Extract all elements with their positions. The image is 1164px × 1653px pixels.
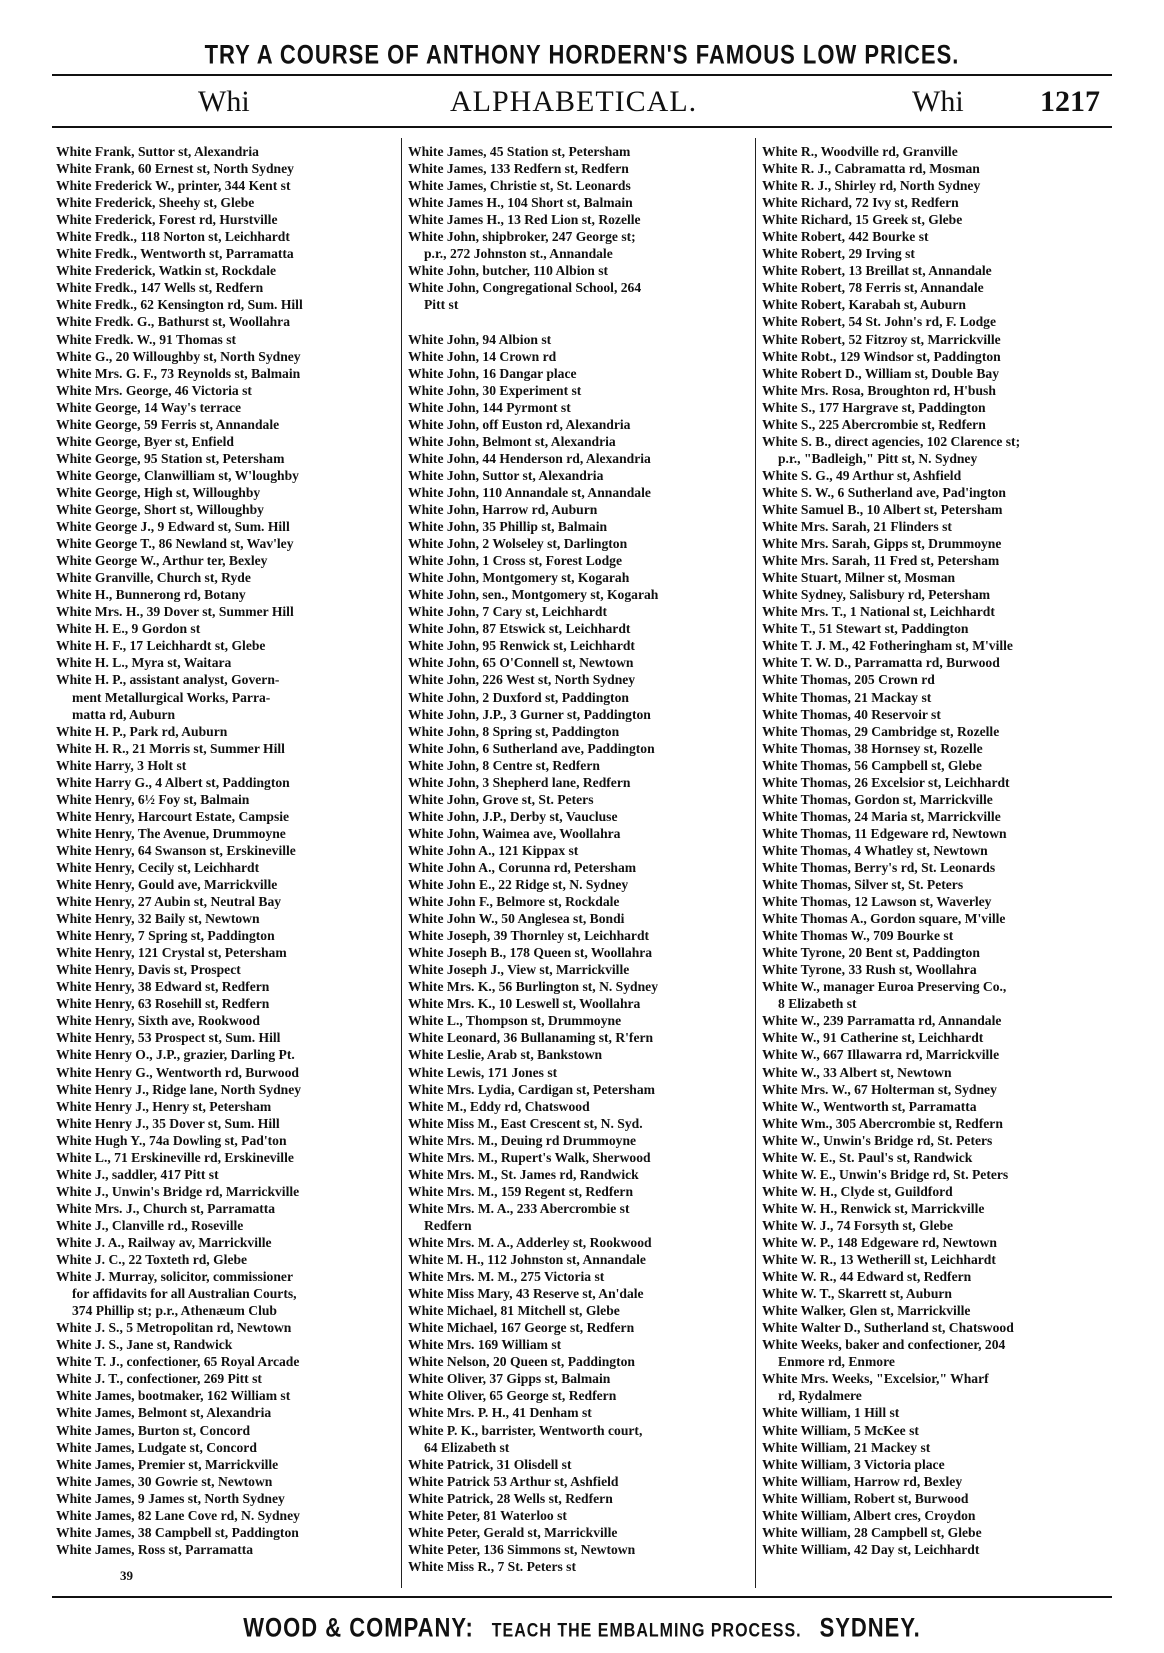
directory-column-3 bbox=[762, 143, 1102, 1558]
directory-entry: White S., 225 Abercrombie st, Redfern bbox=[762, 416, 986, 432]
directory-entry: White John, 1 Cross st, Forest Lodge bbox=[408, 553, 622, 569]
directory-entry: White George, 95 Station st, Petersham bbox=[56, 450, 285, 466]
directory-entry: White W., 91 Catherine st, Leichhardt bbox=[762, 1030, 984, 1046]
directory-entry: White Richard, 15 Greek st, Glebe bbox=[762, 212, 963, 228]
directory-entry: White Henry, 38 Edward st, Redfern bbox=[56, 979, 270, 995]
directory-entry: ment Metallurgical Works, Parra- bbox=[72, 689, 271, 705]
directory-entry: White Mrs. George, 46 Victoria st bbox=[56, 382, 252, 398]
directory-entry: White William, 42 Day st, Leichhardt bbox=[762, 1541, 980, 1557]
directory-entry: White Mrs. Sarah, 21 Flinders st bbox=[762, 519, 952, 535]
directory-entry: White P. K., barrister, Wentworth court, bbox=[408, 1422, 643, 1438]
directory-entry: White William, Robert st, Burwood bbox=[762, 1490, 969, 1506]
directory-entry: White Henry, 6½ Foy st, Balmain bbox=[56, 791, 250, 807]
directory-entry: White Joseph B., 178 Queen st, Woollahra bbox=[408, 945, 653, 961]
directory-entry: White John, J.P., 3 Gurner st, Paddington bbox=[408, 706, 651, 722]
directory-entry: White Thomas, 4 Whatley st, Newtown bbox=[762, 842, 988, 858]
directory-entry: White Mrs. H., 39 Dover st, Summer Hill bbox=[56, 604, 294, 620]
directory-entry: White T. J. M., 42 Fotheringham st, M'ville bbox=[762, 638, 1013, 654]
directory-entry: White Robt., 129 Windsor st, Paddington bbox=[762, 348, 1001, 364]
directory-entry: White Mrs. M., Deuing rd Drummoyne bbox=[408, 1132, 637, 1148]
directory-entry: White James, Premier st, Marrickville bbox=[56, 1456, 279, 1472]
directory-entry: White J., Clanville rd., Roseville bbox=[56, 1217, 244, 1233]
directory-entry: White John, 3 Shepherd lane, Redfern bbox=[408, 774, 631, 790]
directory-entry: White Mrs. P. H., 41 Denham st bbox=[408, 1405, 592, 1421]
directory-entry: White James H., 104 Short st, Balmain bbox=[408, 195, 633, 211]
directory-entry: White Leslie, Arab st, Bankstown bbox=[408, 1047, 603, 1063]
directory-entry: White Henry, Gould ave, Marrickville bbox=[56, 877, 278, 893]
directory-entry: White Mrs. M. A., Adderley st, Rookwood bbox=[408, 1235, 652, 1250]
directory-entry: White George, Clanwilliam st, W'loughby bbox=[56, 467, 299, 483]
directory-entry: White George W., Arthur ter, Bexley bbox=[56, 553, 268, 569]
directory-entry: White J. C., 22 Toxteth rd, Glebe bbox=[56, 1252, 248, 1268]
directory-entry: White Thomas, 26 Excelsior st, Leichhardt bbox=[762, 774, 1010, 790]
directory-entry: White James, 9 James st, North Sydney bbox=[56, 1490, 285, 1506]
directory-entry: White J. A., Railway av, Marrickville bbox=[56, 1235, 272, 1250]
directory-entry: White Peter, 81 Waterloo st bbox=[408, 1507, 567, 1523]
directory-entry: White Mrs. Weeks, "Excelsior," Wharf bbox=[762, 1371, 989, 1387]
directory-entry: White W. R., 13 Wetherill st, Leichhardt bbox=[762, 1252, 996, 1268]
directory-entry: White Frank, Suttor st, Alexandria bbox=[56, 144, 259, 159]
directory-entry: White H. E., 9 Gordon st bbox=[56, 621, 201, 637]
directory-column-1 bbox=[56, 143, 396, 1558]
directory-entry: White Miss Mary, 43 Reserve st, An'dale bbox=[408, 1286, 644, 1302]
directory-entry: White T. J., confectioner, 65 Royal Arcade bbox=[56, 1354, 300, 1370]
footer-rule bbox=[52, 1596, 1112, 1598]
directory-entry: White George J., 9 Edward st, Sum. Hill bbox=[56, 519, 290, 535]
directory-entry: White Fredk., 62 Kensington rd, Sum. Hill bbox=[56, 297, 303, 313]
directory-entry: White James, Ross st, Parramatta bbox=[56, 1541, 254, 1557]
directory-entry: White T., 51 Stewart st, Paddington bbox=[762, 621, 969, 637]
directory-entry: rd, Rydalmere bbox=[778, 1388, 862, 1404]
directory-entry: White Thomas, 40 Reservoir st bbox=[762, 706, 941, 722]
directory-entry: White Robert, 52 Fitzroy st, Marrickville bbox=[762, 331, 1001, 347]
directory-entry: White Nelson, 20 Queen st, Paddington bbox=[408, 1354, 635, 1370]
directory-entry: White Walker, Glen st, Marrickville bbox=[762, 1303, 971, 1319]
directory-entry: White H. P., assistant analyst, Govern- bbox=[56, 672, 280, 688]
directory-entry: White Henry, The Avenue, Drummoyne bbox=[56, 825, 286, 841]
directory-entry: White Granville, Church st, Ryde bbox=[56, 570, 251, 586]
directory-entry: White James, bootmaker, 162 William st bbox=[56, 1388, 291, 1404]
directory-entry: White James, 45 Station st, Petersham bbox=[408, 144, 631, 159]
directory-entry: White John, 7 Cary st, Leichhardt bbox=[408, 604, 608, 620]
directory-entry: White John, sen., Montgomery st, Kogarah bbox=[408, 587, 659, 603]
directory-entry: White Mrs. K., 10 Leswell st, Woollahra bbox=[408, 996, 641, 1012]
directory-entry: White Henry, 63 Rosehill st, Redfern bbox=[56, 996, 270, 1012]
directory-entry: White Henry, Harcourt Estate, Campsie bbox=[56, 808, 290, 824]
directory-entry: White Thomas, 56 Campbell st, Glebe bbox=[762, 757, 982, 773]
directory-entry: White Oliver, 37 Gipps st, Balmain bbox=[408, 1371, 611, 1387]
directory-entry: White Henry, 32 Baily st, Newtown bbox=[56, 911, 260, 927]
directory-entry: White George, High st, Willoughby bbox=[56, 484, 261, 500]
directory-entry: White John, J.P., Derby st, Vaucluse bbox=[408, 808, 618, 824]
directory-entry: White L., 71 Erskineville rd, Erskineville bbox=[56, 1149, 294, 1165]
directory-entry: White W., manager Euroa Preserving Co., bbox=[762, 979, 1007, 995]
directory-entry: White Henry J., 35 Dover st, Sum. Hill bbox=[56, 1115, 280, 1131]
directory-entry: White James, Burton st, Concord bbox=[56, 1422, 251, 1438]
directory-entry: White John, Waimea ave, Woollahra bbox=[408, 825, 621, 841]
directory-entry: White H., Bunnerong rd, Botany bbox=[56, 587, 246, 603]
directory-entry: White S. W., 6 Sutherland ave, Pad'ington bbox=[762, 484, 1006, 500]
directory-entry: White Henry, 7 Spring st, Paddington bbox=[56, 928, 275, 944]
header-rule-top bbox=[52, 74, 1112, 76]
directory-entry: White John W., 50 Anglesea st, Bondi bbox=[408, 911, 625, 927]
directory-entry: White W. J., 74 Forsyth st, Glebe bbox=[762, 1217, 954, 1233]
directory-entry: for affidavits for all Australian Courts, bbox=[72, 1286, 297, 1302]
directory-entry: White Oliver, 65 George st, Redfern bbox=[408, 1388, 617, 1404]
directory-entry: 374 Phillip st; p.r., Athenæum Club bbox=[72, 1303, 277, 1319]
directory-entry: White Mrs. M., St. James rd, Randwick bbox=[408, 1166, 639, 1182]
directory-entry: White Joseph J., View st, Marrickville bbox=[408, 962, 630, 978]
directory-entry: White John, 87 Etswick st, Leichhardt bbox=[408, 621, 631, 637]
directory-entry: Enmore rd, Enmore bbox=[778, 1354, 895, 1370]
directory-entry: White Thomas, Berry's rd, St. Leonards bbox=[762, 859, 996, 875]
directory-entry: White Robert, 29 Irving st bbox=[762, 246, 915, 262]
directory-entry: White Frederick W., printer, 344 Kent st bbox=[56, 178, 291, 194]
directory-entry: White John E., 22 Ridge st, N. Sydney bbox=[408, 877, 629, 893]
running-head-left: Whi bbox=[198, 85, 250, 118]
directory-entry: White R. J., Cabramatta rd, Mosman bbox=[762, 161, 980, 177]
directory-entry: White Mrs. 169 William st bbox=[408, 1337, 562, 1353]
directory-entry: White Thomas W., 709 Bourke st bbox=[762, 928, 954, 944]
directory-entry: White Thomas, Silver st, St. Peters bbox=[762, 877, 964, 893]
directory-entry: White Robert, 13 Breillat st, Annandale bbox=[762, 263, 992, 279]
directory-entry: White William, 21 Mackey st bbox=[762, 1439, 931, 1455]
directory-entry: White H. P., Park rd, Auburn bbox=[56, 723, 228, 739]
directory-entry: White James, Christie st, St. Leonards bbox=[408, 178, 631, 194]
directory-entry: White George, 59 Ferris st, Annandale bbox=[56, 416, 280, 432]
directory-entry: White Richard, 72 Ivy st, Redfern bbox=[762, 195, 959, 211]
directory-entry: White George, Short st, Willoughby bbox=[56, 501, 264, 517]
directory-entry: White Mrs. Sarah, 11 Fred st, Petersham bbox=[762, 553, 1000, 569]
directory-entry: White Thomas, 205 Crown rd bbox=[762, 672, 935, 688]
directory-entry bbox=[408, 313, 748, 330]
directory-entry: White Thomas A., Gordon square, M'ville bbox=[762, 911, 1006, 927]
directory-entry: White Patrick 53 Arthur st, Ashfield bbox=[408, 1473, 619, 1489]
directory-entry: White John, 35 Phillip st, Balmain bbox=[408, 519, 608, 535]
directory-entry: White Patrick, 28 Wells st, Redfern bbox=[408, 1490, 613, 1506]
directory-entry: White Henry, Davis st, Prospect bbox=[56, 962, 241, 978]
directory-entry: White J. S., Jane st, Randwick bbox=[56, 1337, 233, 1353]
directory-entry: White S. G., 49 Arthur st, Ashfield bbox=[762, 467, 962, 483]
directory-entry: White John, shipbroker, 247 George st; bbox=[408, 229, 636, 245]
directory-entry: White Henry J., Ridge lane, North Sydney bbox=[56, 1081, 302, 1097]
directory-entry: White Frederick, Watkin st, Rockdale bbox=[56, 263, 277, 279]
directory-entry: White Henry O., J.P., grazier, Darling Pt. bbox=[56, 1047, 295, 1063]
directory-entry: White Peter, 136 Simmons st, Newtown bbox=[408, 1541, 636, 1557]
directory-entry: White John, 94 Albion st bbox=[408, 331, 552, 347]
directory-entry: p.r., "Badleigh," Pitt st, N. Sydney bbox=[778, 450, 978, 466]
bottom-advertisement-banner bbox=[0, 1612, 1164, 1643]
directory-entry: White Mrs. M., 159 Regent st, Redfern bbox=[408, 1183, 634, 1199]
directory-entry: White Robert, Karabah st, Auburn bbox=[762, 297, 966, 313]
directory-entry: White John, 8 Centre st, Redfern bbox=[408, 757, 600, 773]
directory-entry: White W., 667 Illawarra rd, Marrickville bbox=[762, 1047, 1000, 1063]
directory-entry: White W., 239 Parramatta rd, Annandale bbox=[762, 1013, 1002, 1029]
page-number: 1217 bbox=[1040, 85, 1100, 118]
directory-entry: White Harry, 3 Holt st bbox=[56, 757, 187, 773]
directory-entry: White George, 14 Way's terrace bbox=[56, 399, 242, 415]
directory-entry: White Mrs. W., 67 Holterman st, Sydney bbox=[762, 1081, 997, 1097]
directory-entry: White Thomas, 24 Maria st, Marrickville bbox=[762, 808, 1001, 824]
directory-entry: White Robert, 78 Ferris st, Annandale bbox=[762, 280, 984, 296]
directory-entry: White John, 8 Spring st, Paddington bbox=[408, 723, 620, 739]
directory-entry: White Mrs. Rosa, Broughton rd, H'bush bbox=[762, 382, 996, 398]
directory-entry: White W. E., St. Paul's st, Randwick bbox=[762, 1149, 973, 1165]
directory-entry: White Henry G., Wentworth rd, Burwood bbox=[56, 1064, 299, 1080]
directory-entry: White Thomas, Gordon st, Marrickville bbox=[762, 791, 993, 807]
directory-entry: White Weeks, baker and confectioner, 204 bbox=[762, 1337, 1006, 1353]
directory-entry: White Miss M., East Crescent st, N. Syd. bbox=[408, 1115, 643, 1131]
directory-entry: White Michael, 167 George st, Redfern bbox=[408, 1320, 635, 1336]
directory-entry: White W. R., 44 Edward st, Redfern bbox=[762, 1269, 972, 1285]
directory-entry: White Robert, 54 St. John's rd, F. Lodge bbox=[762, 314, 997, 330]
directory-entry: White John, 16 Dangar place bbox=[408, 365, 577, 381]
directory-entry: White M., Eddy rd, Chatswood bbox=[408, 1098, 590, 1114]
directory-entry: White Frederick, Forest rd, Hurstville bbox=[56, 212, 278, 228]
directory-entry: White Mrs. M., Rupert's Walk, Sherwood bbox=[408, 1149, 651, 1165]
directory-entry: White Patrick, 31 Olisdell st bbox=[408, 1456, 572, 1472]
directory-entry: White John, Congregational School, 264 bbox=[408, 280, 642, 296]
directory-entry: White W. E., Unwin's Bridge rd, St. Peters bbox=[762, 1166, 1009, 1182]
directory-entry: White S. B., direct agencies, 102 Clarence st; bbox=[762, 433, 1021, 449]
directory-entry: 64 Elizabeth st bbox=[424, 1439, 510, 1455]
directory-entry: White Mrs. G. F., 73 Reynolds st, Balmain bbox=[56, 365, 301, 381]
directory-entry: White Joseph, 39 Thornley st, Leichhardt bbox=[408, 928, 650, 944]
directory-entry: White Tyrone, 33 Rush st, Woollahra bbox=[762, 962, 977, 978]
directory-entry: White John, 2 Wolseley st, Darlington bbox=[408, 536, 628, 552]
directory-entry: White William, 3 Victoria place bbox=[762, 1456, 945, 1472]
directory-entry: White Samuel B., 10 Albert st, Petersham bbox=[762, 501, 1003, 517]
directory-entry: White Robert, 442 Bourke st bbox=[762, 229, 929, 245]
directory-entry: White Mrs. Lydia, Cardigan st, Petersham bbox=[408, 1081, 655, 1097]
directory-entry: White Frank, 60 Ernest st, North Sydney bbox=[56, 161, 294, 177]
directory-entry: White Henry, 53 Prospect st, Sum. Hill bbox=[56, 1030, 281, 1046]
directory-entry: White J. S., 5 Metropolitan rd, Newtown bbox=[56, 1320, 292, 1336]
directory-entry: White William, 5 McKee st bbox=[762, 1422, 919, 1438]
directory-entry: White John A., 121 Kippax st bbox=[408, 842, 579, 858]
directory-entry: White Leonard, 36 Bullanaming st, R'fern bbox=[408, 1030, 654, 1046]
running-head-title: ALPHABETICAL. bbox=[450, 85, 698, 118]
directory-entry: White John, 226 West st, North Sydney bbox=[408, 672, 636, 688]
directory-entry: 8 Elizabeth st bbox=[778, 996, 857, 1012]
directory-entry: White John, Harrow rd, Auburn bbox=[408, 501, 598, 517]
footer-slogan: TEACH THE EMBALMING PROCESS. bbox=[491, 1620, 802, 1642]
directory-entry: White Lewis, 171 Jones st bbox=[408, 1064, 558, 1080]
signature-mark: 39 bbox=[120, 1568, 133, 1583]
directory-entry: White Thomas, 21 Mackay st bbox=[762, 689, 932, 705]
directory-entry: White G., 20 Willoughby st, North Sydney bbox=[56, 348, 301, 364]
directory-entry: White Mrs. T., 1 National st, Leichhardt bbox=[762, 604, 995, 620]
directory-entry: White W., Wentworth st, Parramatta bbox=[762, 1098, 977, 1114]
directory-entry: White William, 28 Campbell st, Glebe bbox=[762, 1524, 982, 1540]
directory-entry: White Thomas, 11 Edgeware rd, Newtown bbox=[762, 825, 1007, 841]
directory-entry: White Mrs. M. A., 233 Abercrombie st bbox=[408, 1200, 630, 1216]
directory-entry: Pitt st bbox=[424, 297, 459, 313]
directory-entry: Redfern bbox=[424, 1217, 472, 1233]
directory-entry: White R. J., Shirley rd, North Sydney bbox=[762, 178, 981, 194]
directory-entry: White William, Harrow rd, Bexley bbox=[762, 1473, 963, 1489]
directory-entry: White John A., Corunna rd, Petersham bbox=[408, 859, 637, 875]
directory-entry: White Robert D., William st, Double Bay bbox=[762, 365, 1000, 381]
directory-entry: White W., 33 Albert st, Newtown bbox=[762, 1064, 952, 1080]
directory-entry: White Walter D., Sutherland st, Chatswood bbox=[762, 1320, 1014, 1336]
directory-entry: White Peter, Gerald st, Marrickville bbox=[408, 1524, 618, 1540]
directory-entry: White T. W. D., Parramatta rd, Burwood bbox=[762, 655, 1000, 671]
column-divider-1 bbox=[401, 138, 402, 1588]
directory-entry: White John, off Euston rd, Alexandria bbox=[408, 416, 631, 432]
directory-entry: matta rd, Auburn bbox=[72, 706, 176, 722]
header-rule-bottom bbox=[52, 126, 1112, 128]
column-divider-2 bbox=[755, 138, 756, 1588]
directory-entry: White James, Ludgate st, Concord bbox=[56, 1439, 257, 1455]
directory-entry: White W., Unwin's Bridge rd, St. Peters bbox=[762, 1132, 993, 1148]
directory-entry: White William, 1 Hill st bbox=[762, 1405, 900, 1421]
directory-entry: White John, Suttor st, Alexandria bbox=[408, 467, 604, 483]
directory-entry: White Frederick, Sheehy st, Glebe bbox=[56, 195, 255, 211]
directory-entry: White Fredk. W., 91 Thomas st bbox=[56, 331, 237, 347]
directory-entry: White Mrs. J., Church st, Parramatta bbox=[56, 1200, 276, 1216]
directory-entry: White Sydney, Salisbury rd, Petersham bbox=[762, 587, 991, 603]
directory-entry: White George T., 86 Newland st, Wav'ley bbox=[56, 536, 294, 552]
directory-entry: White John, Grove st, St. Peters bbox=[408, 791, 594, 807]
directory-entry: White Fredk. G., Bathurst st, Woollahra bbox=[56, 314, 291, 330]
directory-entry: White Harry G., 4 Albert st, Paddington bbox=[56, 774, 290, 790]
directory-entry: White J. Murray, solicitor, commissioner bbox=[56, 1269, 293, 1285]
directory-entry: White Thomas, 29 Cambridge st, Rozelle bbox=[762, 723, 1000, 739]
directory-entry: White Mrs. K., 56 Burlington st, N. Sydney bbox=[408, 979, 658, 995]
directory-entry: White James, 30 Gowrie st, Newtown bbox=[56, 1473, 273, 1489]
directory-column-2 bbox=[408, 143, 748, 1575]
directory-entry: White John, 44 Henderson rd, Alexandria bbox=[408, 450, 651, 466]
directory-entry: White W. H., Clyde st, Guildford bbox=[762, 1183, 953, 1199]
running-head-right: Whi bbox=[912, 85, 964, 118]
directory-entry: White H. L., Myra st, Waitara bbox=[56, 655, 232, 671]
directory-entry: White Thomas, 38 Hornsey st, Rozelle bbox=[762, 740, 983, 756]
directory-entry: White J. T., confectioner, 269 Pitt st bbox=[56, 1371, 262, 1387]
footer-company: WOOD & COMPANY: bbox=[243, 1612, 474, 1643]
footer-city: SYDNEY. bbox=[819, 1612, 921, 1643]
directory-entry: White Henry, Cecily st, Leichhardt bbox=[56, 859, 260, 875]
directory-entry: White James, 133 Redfern st, Redfern bbox=[408, 161, 629, 177]
directory-entry: p.r., 272 Johnston st., Annandale bbox=[424, 246, 613, 262]
directory-entry: White W. H., Renwick st, Marrickville bbox=[762, 1200, 985, 1216]
directory-entry: White John F., Belmore st, Rockdale bbox=[408, 894, 620, 910]
directory-entry: White L., Thompson st, Drummoyne bbox=[408, 1013, 622, 1029]
directory-entry: White M. H., 112 Johnston st, Annandale bbox=[408, 1252, 646, 1268]
directory-entry: White Michael, 81 Mitchell st, Glebe bbox=[408, 1303, 620, 1319]
directory-entry: White Henry, 121 Crystal st, Petersham bbox=[56, 945, 287, 961]
top-advertisement-banner: TRY A COURSE OF ANTHONY HORDERN'S FAMOUS LOW PRICES. bbox=[204, 39, 960, 70]
directory-entry: White George, Byer st, Enfield bbox=[56, 433, 234, 449]
directory-entry: White John, 65 O'Connell st, Newtown bbox=[408, 655, 634, 671]
directory-entry: White John, 30 Experiment st bbox=[408, 382, 582, 398]
directory-entry: White S., 177 Hargrave st, Paddington bbox=[762, 399, 986, 415]
directory-entry: White John, Montgomery st, Kogarah bbox=[408, 570, 630, 586]
directory-entry: White Wm., 305 Abercrombie st, Redfern bbox=[762, 1115, 1003, 1131]
directory-entry: White Mrs. Sarah, Gipps st, Drummoyne bbox=[762, 536, 1002, 552]
directory-entry: White Thomas, 12 Lawson st, Waverley bbox=[762, 894, 992, 910]
directory-entry: White John, 14 Crown rd bbox=[408, 348, 557, 364]
directory-entry: White J., saddler, 417 Pitt st bbox=[56, 1166, 219, 1182]
directory-entry: White Miss R., 7 St. Peters st bbox=[408, 1558, 577, 1574]
directory-entry: White J., Unwin's Bridge rd, Marrickville bbox=[56, 1183, 300, 1199]
directory-entry: White Henry, Sixth ave, Rookwood bbox=[56, 1013, 260, 1029]
directory-entry: White Fredk., 147 Wells st, Redfern bbox=[56, 280, 264, 296]
directory-entry: White John, Belmont st, Alexandria bbox=[408, 433, 616, 449]
directory-entry: White Hugh Y., 74a Dowling st, Pad'ton bbox=[56, 1132, 287, 1148]
directory-entry: White John, 95 Renwick st, Leichhardt bbox=[408, 638, 635, 654]
directory-entry: White James H., 13 Red Lion st, Rozelle bbox=[408, 212, 641, 228]
directory-entry: White Fredk., 118 Norton st, Leichhardt bbox=[56, 229, 290, 245]
directory-entry: White W. T., Skarrett st, Auburn bbox=[762, 1286, 952, 1302]
directory-entry: White R., Woodville rd, Granville bbox=[762, 144, 958, 159]
directory-entry: White H. R., 21 Morris st, Summer Hill bbox=[56, 740, 285, 756]
directory-entry: White Tyrone, 20 Bent st, Paddington bbox=[762, 945, 980, 961]
directory-entry: White Henry J., Henry st, Petersham bbox=[56, 1098, 272, 1114]
directory-entry: White John, butcher, 110 Albion st bbox=[408, 263, 609, 279]
directory-entry: White Stuart, Milner st, Mosman bbox=[762, 570, 956, 586]
directory-entry: White Fredk., Wentworth st, Parramatta bbox=[56, 246, 294, 262]
directory-entry: White W. P., 148 Edgeware rd, Newtown bbox=[762, 1235, 997, 1250]
directory-entry: White James, 38 Campbell st, Paddington bbox=[56, 1524, 299, 1540]
directory-entry: White John, 6 Sutherland ave, Paddington bbox=[408, 740, 655, 756]
directory-entry: White James, Belmont st, Alexandria bbox=[56, 1405, 272, 1421]
directory-entry: White Mrs. M. M., 275 Victoria st bbox=[408, 1269, 605, 1285]
directory-entry: White Henry, 27 Aubin st, Neutral Bay bbox=[56, 894, 282, 910]
directory-entry: White James, 82 Lane Cove rd, N. Sydney bbox=[56, 1507, 300, 1523]
directory-entry: White John, 110 Annandale st, Annandale bbox=[408, 484, 651, 500]
directory-entry: White William, Albert cres, Croydon bbox=[762, 1507, 976, 1523]
directory-entry: White Henry, 64 Swanson st, Erskineville bbox=[56, 842, 296, 858]
directory-entry: White John, 2 Duxford st, Paddington bbox=[408, 689, 629, 705]
directory-entry: White John, 144 Pyrmont st bbox=[408, 399, 571, 415]
directory-entry: White H. F., 17 Leichhardt st, Glebe bbox=[56, 638, 266, 654]
